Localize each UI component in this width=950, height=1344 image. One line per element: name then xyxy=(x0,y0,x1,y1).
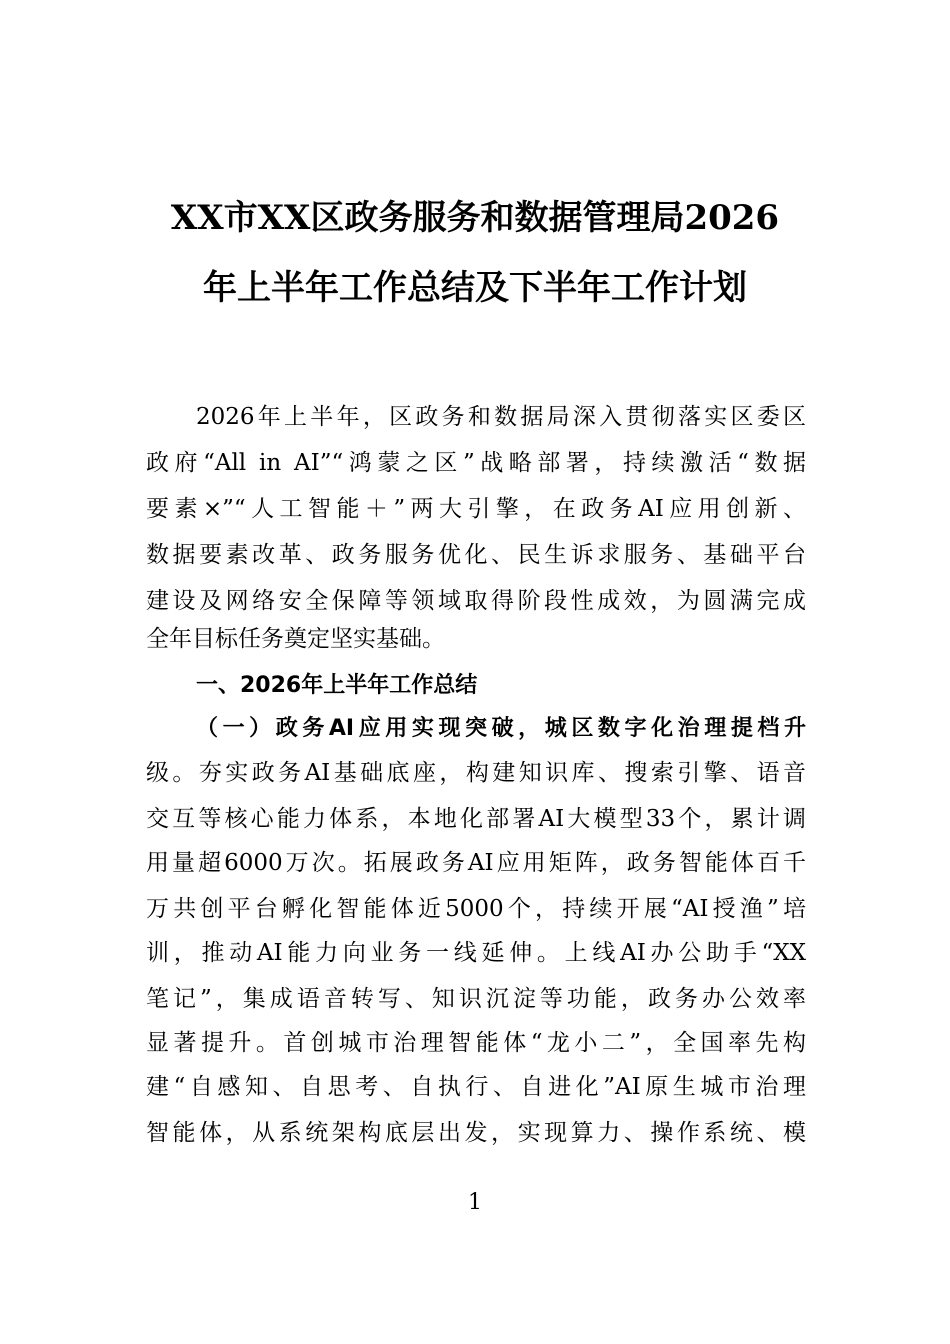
intro-paragraph-line: 全年目标任务奠定坚实基础。 xyxy=(146,626,445,652)
body-paragraph-line: 显著提升。首创城市治理智能体“龙小二”，全国率先构 xyxy=(146,1030,806,1056)
body-paragraph-line: 万共创平台孵化智能体近5000个，持续开展“AI授渔”培 xyxy=(146,896,806,922)
body-paragraph-line: 级。夯实政务AI基础底座，构建知识库、搜索引擎、语音 xyxy=(146,760,806,786)
body-paragraph-line: 训，推动AI能力向业务一线延伸。上线AI办公助手“XX xyxy=(146,940,806,966)
intro-paragraph-line: 建设及网络安全保障等领域取得阶段性成效，为圆满完成 xyxy=(146,588,806,614)
intro-paragraph-line: 政府“All in AI”“鸿蒙之区”战略部署，持续激活“数据 xyxy=(146,450,806,476)
document-title-line-2: 年上半年工作总结及下半年工作计划 xyxy=(203,268,747,308)
body-paragraph-line: 智能体，从系统架构底层出发，实现算力、操作系统、模 xyxy=(146,1120,806,1146)
body-paragraph-line: 笔记”，集成语音转写、知识沉淀等功能，政务办公效率 xyxy=(146,986,806,1012)
body-paragraph-line: 建“自感知、自思考、自执行、自进化”AI原生城市治理 xyxy=(146,1074,806,1100)
page-number: 1 xyxy=(468,1190,482,1215)
body-paragraph-line: 交互等核心能力体系，本地化部署AI大模型33个，累计调 xyxy=(146,806,806,832)
section-heading: 一、2026年上半年工作总结 xyxy=(196,673,478,698)
document-title-line-1: XX市XX区政务服务和数据管理局2026 xyxy=(170,198,780,238)
body-paragraph-line: 用量超6000万次。拓展政务AI应用矩阵，政务智能体百千 xyxy=(146,850,806,876)
intro-paragraph-line: 2026年上半年，区政务和数据局深入贯彻落实区委区 xyxy=(196,404,806,430)
intro-paragraph-line: 要素×”“人工智能＋”两大引擎，在政务AI应用创新、 xyxy=(146,496,806,522)
subsection-heading: （一）政务AI应用实现突破，城区数字化治理提档升 xyxy=(196,716,806,741)
intro-paragraph-line: 数据要素改革、政务服务优化、民生诉求服务、基础平台 xyxy=(146,542,806,568)
